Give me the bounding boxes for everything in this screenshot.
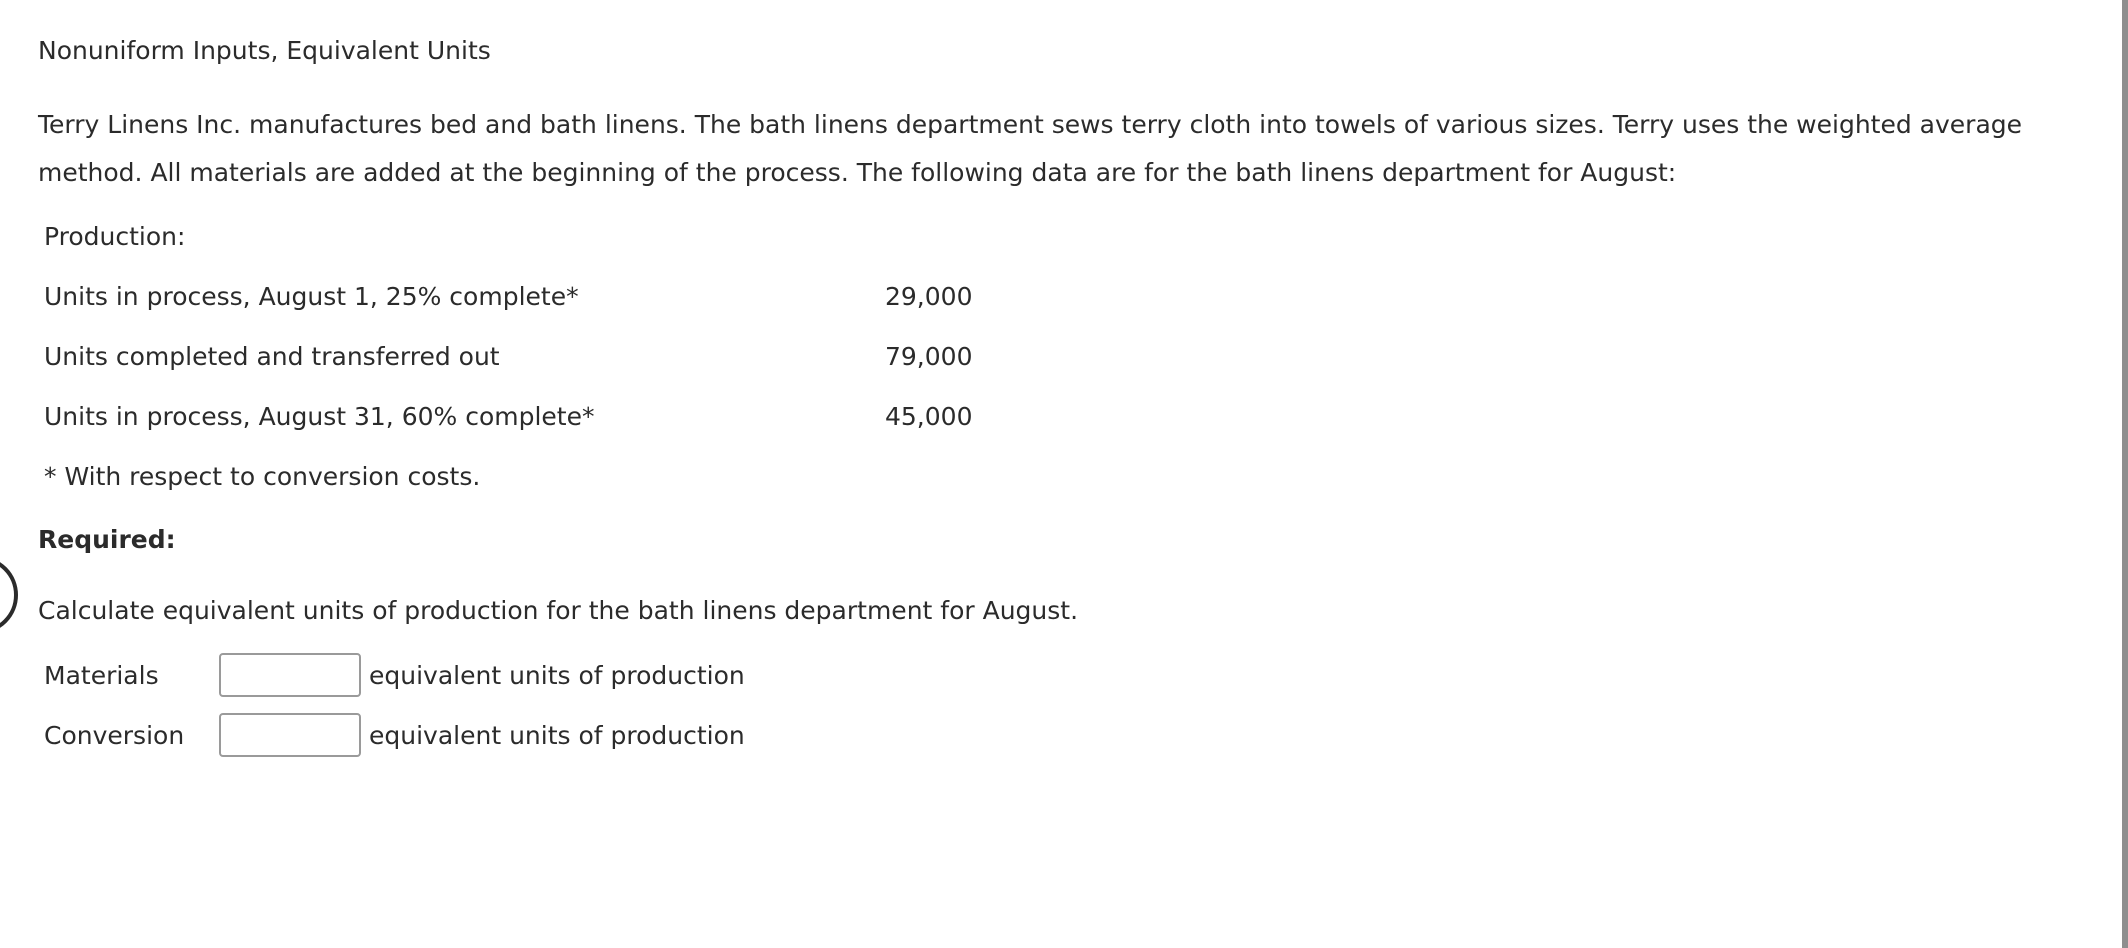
production-row-label: Units in process, August 31, 60% complete*: [44, 402, 595, 431]
production-row-value: 45,000: [885, 402, 973, 431]
materials-suffix: equivalent units of production: [369, 661, 745, 690]
problem-title: Nonuniform Inputs, Equivalent Units: [38, 36, 491, 65]
problem-intro: Terry Linens Inc. manufactures bed and bath linens. The bath linens department sews terry cloth into towels of various sizes. Terry uses the weighted average method. All materials are added at the beginning of the process. The following data are for the bath linens department for August:: [38, 110, 2023, 187]
required-heading: Required:: [38, 525, 176, 554]
production-row: [44, 402, 973, 431]
production-footnote: * With respect to conversion costs.: [44, 462, 481, 491]
materials-input[interactable]: [219, 653, 361, 697]
production-row-value: 79,000: [885, 342, 973, 371]
production-row-label: Units in process, August 1, 25% complete*: [44, 282, 579, 311]
production-row: [44, 282, 973, 311]
left-edge-circle: [0, 556, 18, 634]
required-instruction: Calculate equivalent units of production for the bath linens department for August.: [38, 596, 1079, 625]
scrollbar-edge: [2122, 0, 2128, 948]
production-row-label: Units completed and transferred out: [44, 342, 500, 371]
conversion-input[interactable]: [219, 713, 361, 757]
conversion-label: Conversion: [44, 721, 185, 750]
production-heading: Production:: [44, 222, 186, 251]
production-row-value: 29,000: [885, 282, 973, 311]
materials-label: Materials: [44, 661, 159, 690]
conversion-suffix: equivalent units of production: [369, 721, 745, 750]
production-row: [44, 342, 973, 371]
